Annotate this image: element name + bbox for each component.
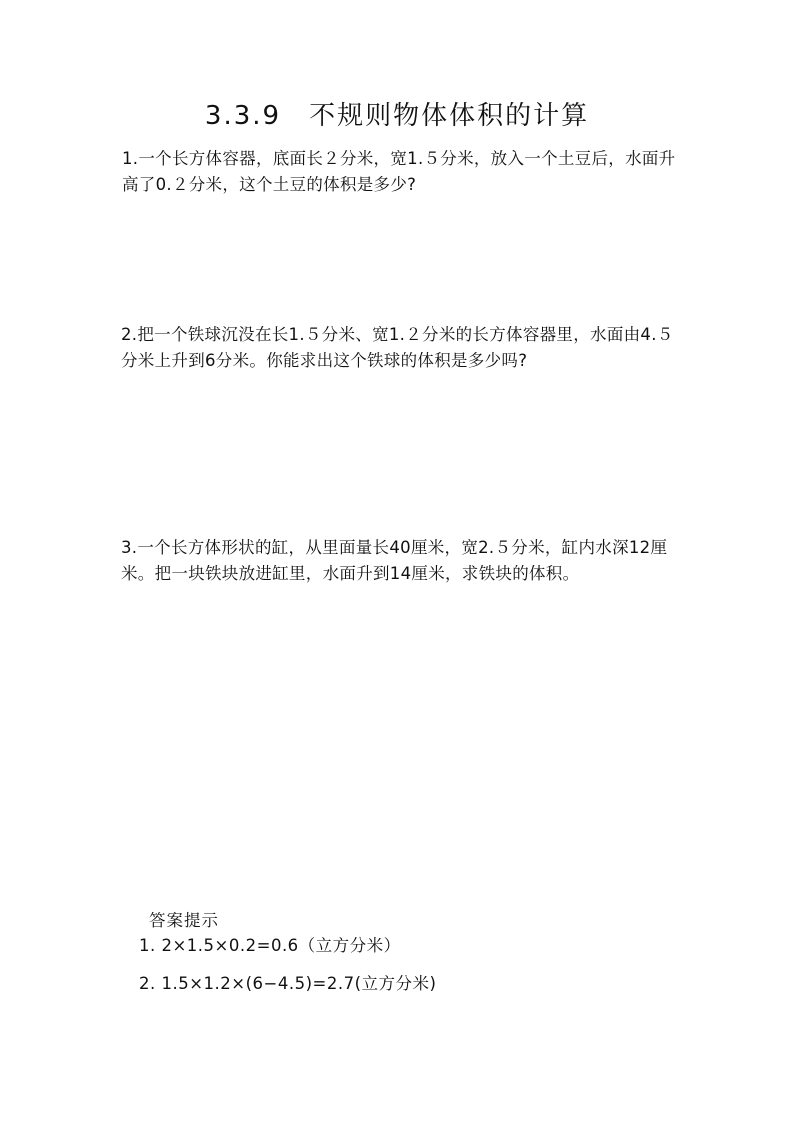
question-2: 2.把一个铁球沉没在长1.５分米、宽1.２分米的长方体容器里，水面由4.５分米上升到6分米。你能求出这个铁球的体积是多少吗?	[121, 325, 674, 370]
answer-1: 1. 2×1.5×0.2=0.6（立方分米）	[139, 936, 401, 955]
page-title: 3.3.9 不规则物体体积的计算	[204, 101, 590, 131]
question-3: 3.一个长方体形状的缸，从里面量长40厘米，宽2.５分米，缸内水深12厘米。把一块铁块放进缸里，水面升到14厘米，求铁块的体积。	[121, 538, 668, 583]
question-1: 1.一个长方体容器，底面长２分米，宽1.５分米，放入一个土豆后，水面升高了0.２分米，这个土豆的体积是多少?	[122, 149, 676, 194]
answer-hints-heading: 答案提示	[149, 911, 219, 930]
answer-2: 2. 1.5×1.2×(6−4.5)=2.7(立方分米)	[139, 974, 437, 993]
